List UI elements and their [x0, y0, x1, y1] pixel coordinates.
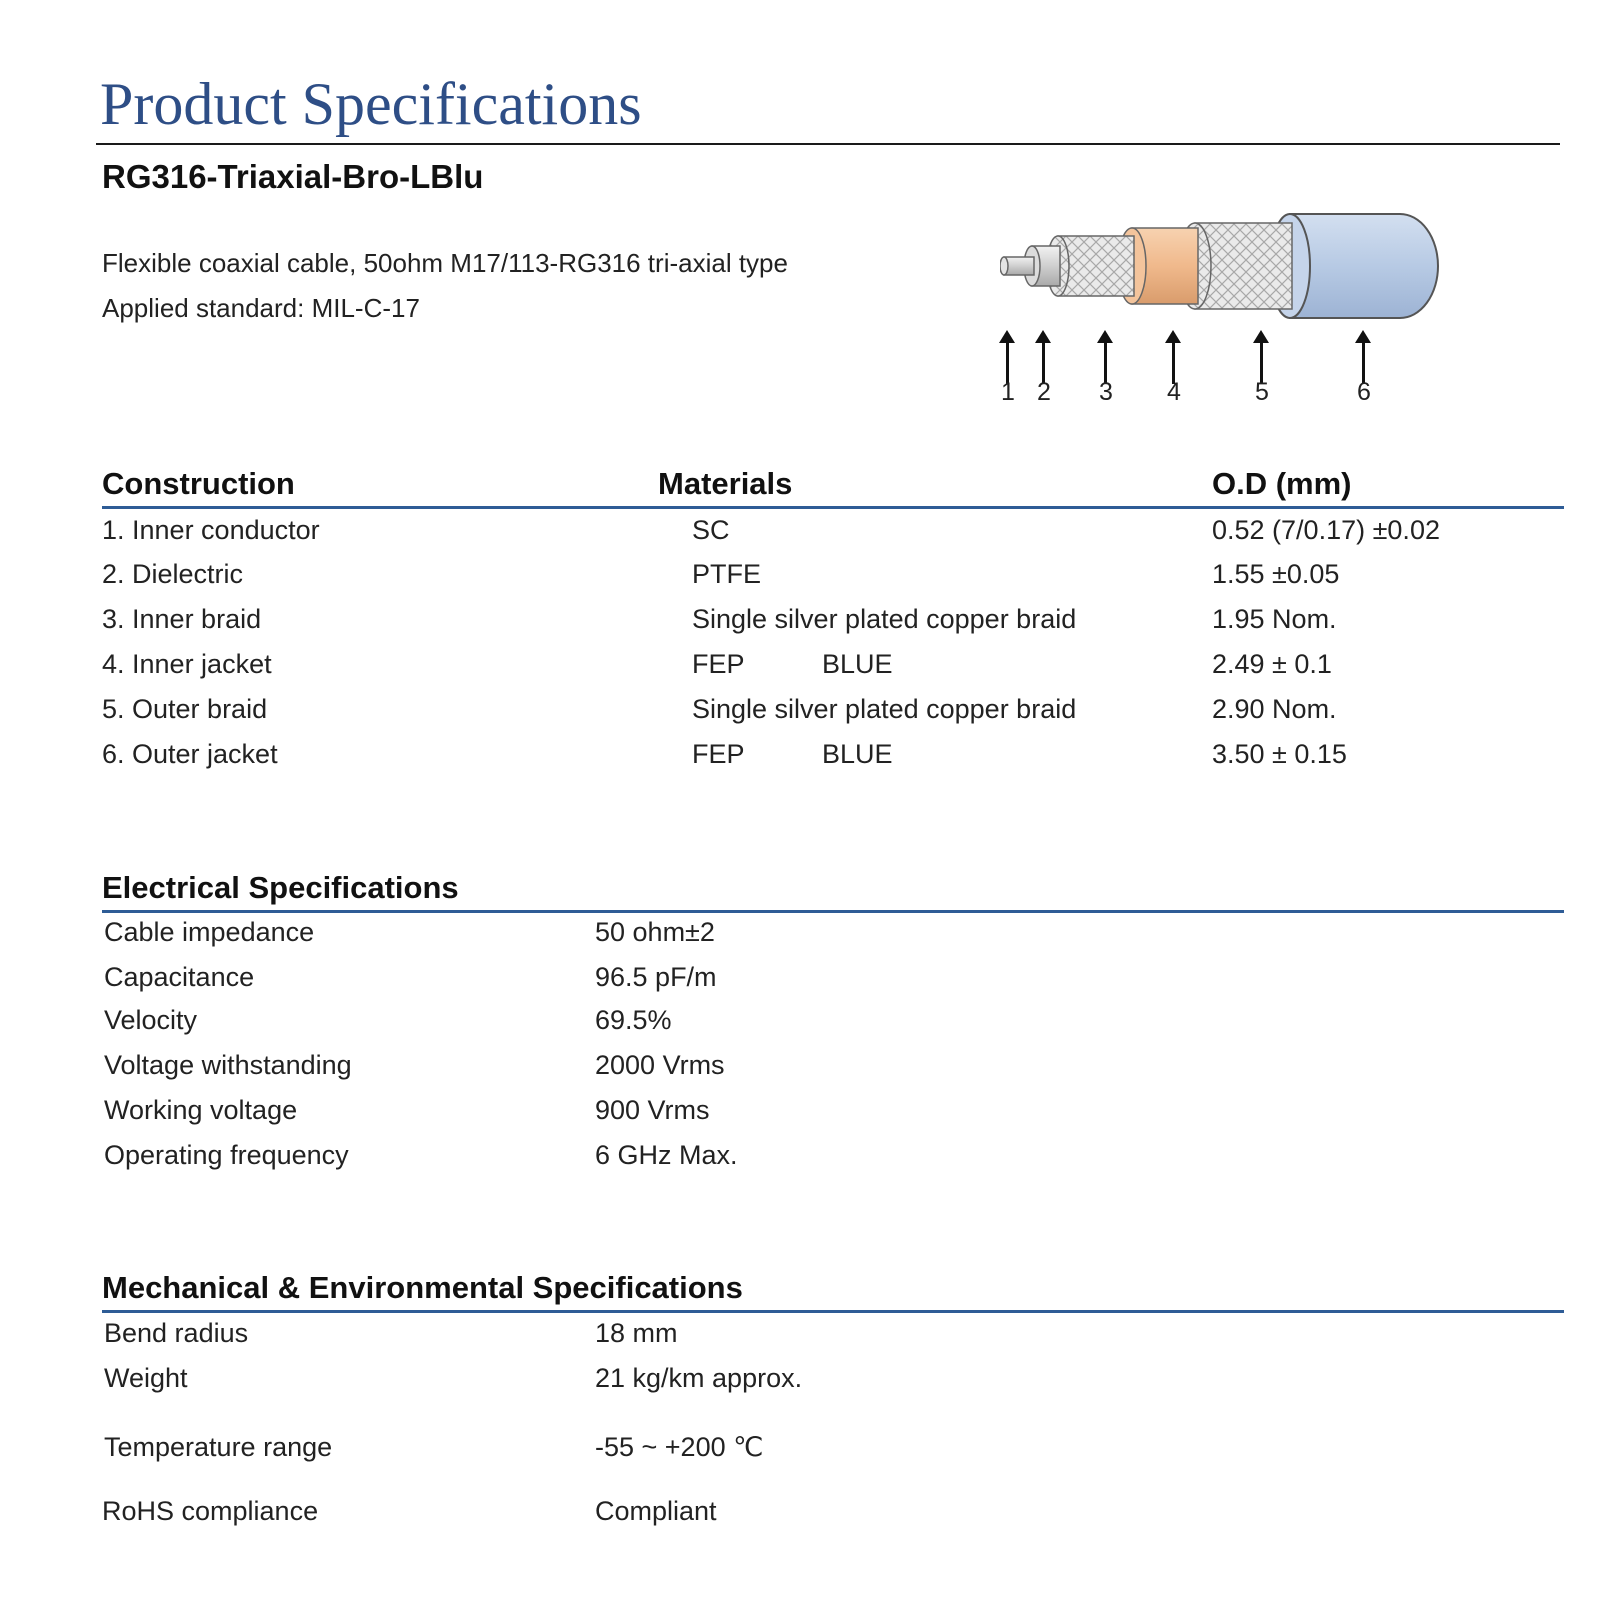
- spec-value: 2000 Vrms: [595, 1050, 725, 1080]
- color-value: BLUE: [822, 649, 893, 679]
- construction-header: Construction: [102, 466, 295, 501]
- electrical-section-title: Electrical Specifications: [102, 870, 459, 905]
- spec-label: Velocity: [104, 1005, 198, 1035]
- construction-item: 6. Outer jacket: [102, 739, 278, 769]
- color-value: BLUE: [822, 739, 893, 769]
- spec-value: 21 kg/km approx.: [595, 1363, 803, 1393]
- construction-item: 3. Inner braid: [102, 604, 262, 634]
- mechanical-divider: [102, 1310, 1564, 1313]
- electrical-divider: [102, 910, 1564, 913]
- page-title: Product Specifications: [100, 71, 642, 137]
- construction-item: 1. Inner conductor: [102, 515, 320, 545]
- callout-number-5: 5: [1255, 378, 1269, 406]
- mechanical-section-title: Mechanical & Environmental Specifications: [102, 1270, 743, 1305]
- spec-value: 900 Vrms: [595, 1095, 710, 1125]
- material-value: FEP: [692, 739, 745, 769]
- spec-label: Working voltage: [104, 1095, 298, 1125]
- od-value: 1.95 Nom.: [1212, 604, 1337, 634]
- od-value: 0.52 (7/0.17) ±0.02: [1212, 515, 1440, 545]
- material-value: Single silver plated copper braid: [692, 694, 1077, 724]
- construction-item: 4. Inner jacket: [102, 649, 272, 679]
- od-value: 2.90 Nom.: [1212, 694, 1337, 724]
- spec-label: Weight: [104, 1363, 188, 1393]
- od-value: 2.49 ± 0.1: [1212, 649, 1332, 679]
- spec-value: 50 ohm±2: [595, 917, 715, 947]
- construction-divider: [102, 506, 1564, 509]
- od-value: 3.50 ± 0.15: [1212, 739, 1347, 769]
- callout-number-2: 2: [1037, 378, 1051, 406]
- material-value: Single silver plated copper braid: [692, 604, 1077, 634]
- title-divider: [96, 143, 1560, 145]
- spec-label: RoHS compliance: [102, 1496, 319, 1526]
- spec-label: Bend radius: [104, 1318, 249, 1348]
- callout-number-4: 4: [1167, 378, 1181, 406]
- construction-item: 5. Outer braid: [102, 694, 268, 724]
- spec-label: Capacitance: [104, 962, 255, 992]
- model-number: RG316-Triaxial-Bro-LBlu: [102, 158, 484, 195]
- callout-number-1: 1: [1001, 378, 1015, 406]
- outer-jacket-layer: [1270, 214, 1438, 318]
- materials-header: Materials: [658, 466, 793, 501]
- construction-item: 2. Dielectric: [102, 559, 244, 589]
- spec-value: 96.5 pF/m: [595, 962, 717, 992]
- spec-label: Temperature range: [104, 1432, 333, 1462]
- inner-conductor-layer: [1000, 257, 1034, 275]
- spec-value: Compliant: [595, 1496, 717, 1526]
- od-value: 1.55 ±0.05: [1212, 559, 1340, 589]
- cable-cross-section-diagram: [1000, 206, 1480, 326]
- callout-number-3: 3: [1099, 378, 1113, 406]
- material-value: PTFE: [692, 559, 762, 589]
- material-value: FEP: [692, 649, 745, 679]
- spec-value: 18 mm: [595, 1318, 678, 1348]
- spec-value: -55 ~ +200 ℃: [595, 1432, 764, 1462]
- spec-value: 6 GHz Max.: [595, 1140, 738, 1170]
- callout-number-6: 6: [1357, 378, 1371, 406]
- spec-value: 69.5%: [595, 1005, 672, 1035]
- description-line-2: Applied standard: MIL-C-17: [102, 293, 420, 323]
- material-value: SC: [692, 515, 730, 545]
- description-line-1: Flexible coaxial cable, 50ohm M17/113-RG316 tri-axial type: [102, 248, 788, 278]
- spec-label: Operating frequency: [104, 1140, 349, 1170]
- spec-label: Voltage withstanding: [104, 1050, 352, 1080]
- spec-label: Cable impedance: [104, 917, 315, 947]
- od-header: O.D (mm): [1212, 466, 1352, 501]
